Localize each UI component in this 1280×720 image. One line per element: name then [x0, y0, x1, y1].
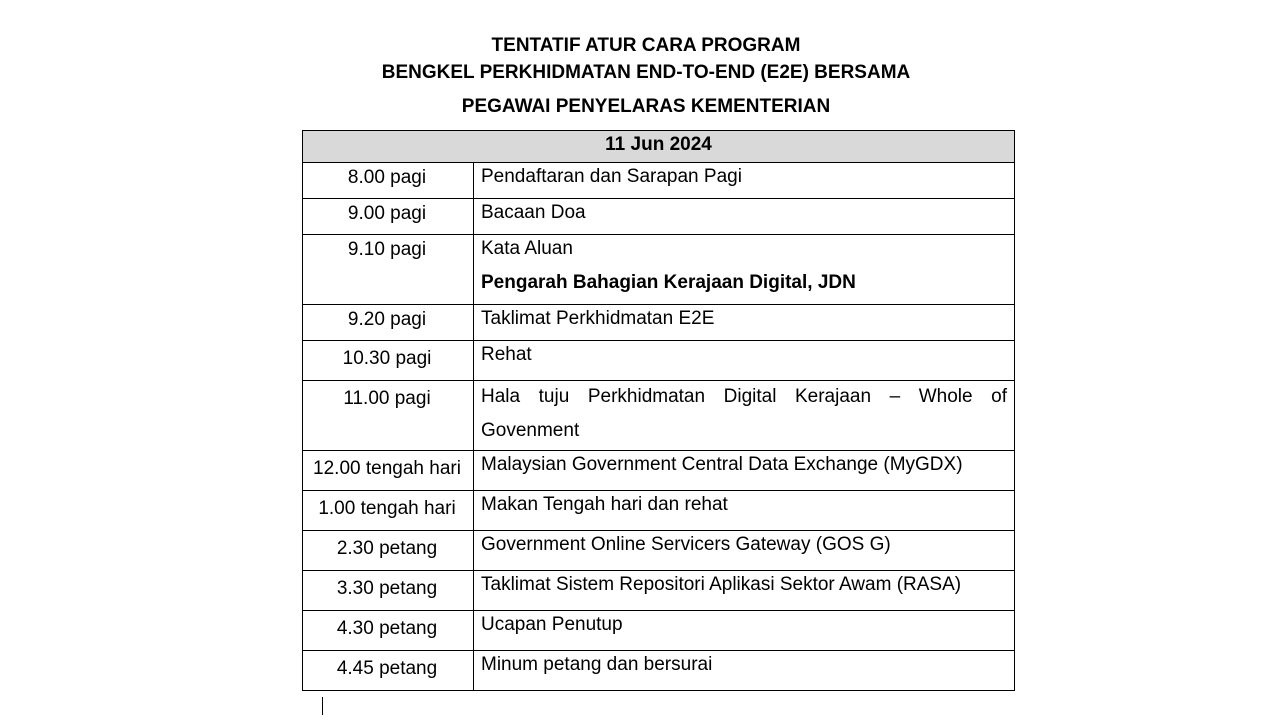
table-row — [303, 341, 1015, 381]
title-line-2: BENGKEL PERKHIDMATAN END-TO-END (E2E) BERSAMA — [381, 62, 911, 83]
activity-cell: Rehat — [474, 341, 1015, 381]
table-row — [303, 651, 1015, 691]
activity-cell: Malaysian Government Central Data Exchange (MyGDX) — [474, 451, 1015, 491]
activity-cell: Pendaftaran dan Sarapan Pagi — [474, 163, 1015, 199]
table-row — [303, 451, 1015, 491]
schedule-table — [302, 130, 1015, 691]
activity-cell: Taklimat Sistem Repositori Aplikasi Sektor Awam (RASA) — [474, 571, 1015, 611]
time-cell: 11.00 pagi — [303, 381, 474, 451]
text-cursor — [322, 697, 323, 715]
time-cell: 2.30 petang — [303, 531, 474, 571]
table-row — [303, 163, 1015, 199]
activity-cell: Ucapan Penutup — [474, 611, 1015, 651]
time-cell: 9.20 pagi — [303, 305, 474, 341]
table-row — [303, 491, 1015, 531]
table-row — [303, 611, 1015, 651]
time-cell: 9.10 pagi — [303, 235, 474, 305]
time-cell: 9.00 pagi — [303, 199, 474, 235]
activity-cell — [474, 235, 1015, 305]
table-row — [303, 199, 1015, 235]
table-row — [303, 571, 1015, 611]
speaker-text: Pengarah Bahagian Kerajaan Digital, JDN — [481, 272, 856, 293]
title-line-1: TENTATIF ATUR CARA PROGRAM — [491, 35, 801, 56]
time-cell: 12.00 tengah hari — [303, 451, 474, 491]
activity-cell — [474, 381, 1015, 451]
date-header-row — [303, 131, 1015, 163]
activity-cell: Bacaan Doa — [474, 199, 1015, 235]
activity-cell: Minum petang dan bersurai — [474, 651, 1015, 691]
time-cell: 4.30 petang — [303, 611, 474, 651]
activity-text: Kata Aluan — [481, 238, 573, 259]
time-cell: 10.30 pagi — [303, 341, 474, 381]
time-cell: 1.00 tengah hari — [303, 491, 474, 531]
activity-cell: Makan Tengah hari dan rehat — [474, 491, 1015, 531]
time-cell: 8.00 pagi — [303, 163, 474, 199]
table-row — [303, 381, 1015, 451]
time-cell: 4.45 petang — [303, 651, 474, 691]
table-row — [303, 305, 1015, 341]
schedule-date: 11 Jun 2024 — [303, 131, 1015, 163]
table-row — [303, 531, 1015, 571]
title-line-3: PEGAWAI PENYELARAS KEMENTERIAN — [461, 96, 831, 117]
time-cell: 3.30 petang — [303, 571, 474, 611]
activity-cell: Government Online Servicers Gateway (GOS G) — [474, 531, 1015, 571]
activity-text: Hala tuju Perkhidmatan Digital Kerajaan – Whole of Govenment — [481, 386, 1008, 441]
activity-cell: Taklimat Perkhidmatan E2E — [474, 305, 1015, 341]
table-row — [303, 235, 1015, 305]
